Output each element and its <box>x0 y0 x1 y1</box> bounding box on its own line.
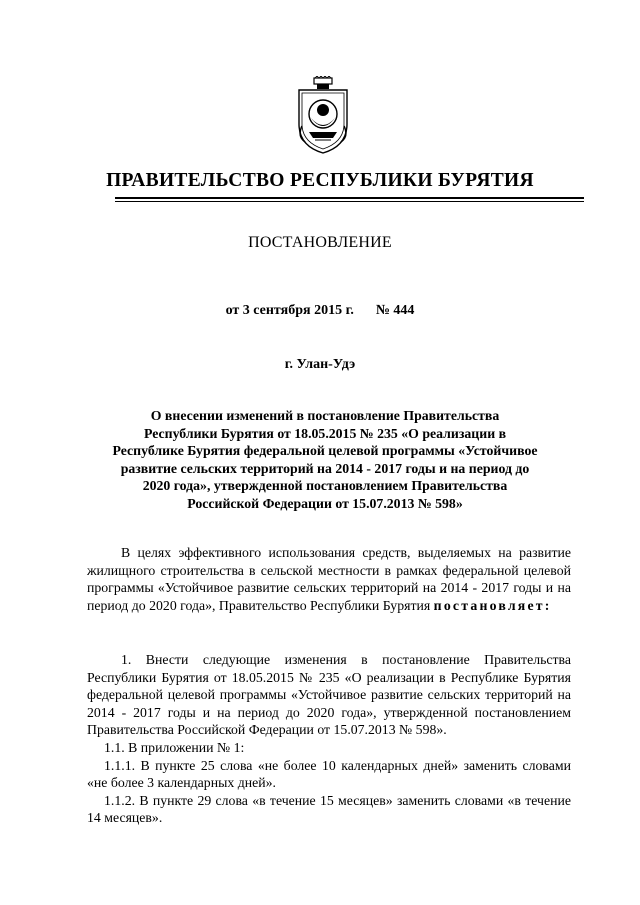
preamble-paragraph <box>87 544 571 614</box>
subject-line: Российской Федерации от 15.07.2013 № 598» <box>187 495 463 511</box>
header-divider-thin <box>115 201 584 202</box>
item-1-1-1: 1.1.1. В пункте 25 слова «не более 10 календарных дней» заменить словами «не более 3 календарных дней». <box>87 757 571 791</box>
subject-line: Республики Бурятия от 18.05.2015 № 235 «О реализации в <box>143 425 507 441</box>
subject-line: Республике Бурятия федеральной целевой программы «Устойчивое <box>112 443 538 458</box>
government-title: ПРАВИТЕЛЬСТВО РЕСПУБЛИКИ БУРЯТИЯ <box>106 170 534 191</box>
item-1: 1. Внести следующие изменения в постановление Правительства Республики Бурятия от 18.05.2015 № 235 «О реализации в Республике Бурятия федеральной целевой программы «Устойчивое развитие сельских территорий на 2014 - 2017 годы и на период до 2020 года», утвержденной постановлением Правительства Российской Федерации от 15.07.2013 № 598». <box>87 652 571 738</box>
subject-line: развитие сельских территорий на 2014 - 2017 годы и на период до <box>120 460 530 476</box>
document-number: № 444 <box>375 303 415 318</box>
subject-line: 2020 года», утвержденной постановлением Правительства <box>142 478 508 493</box>
items-section <box>87 651 571 827</box>
item-1-1-2: 1.1.2. В пункте 29 слова «в течение 15 месяцев» заменить словами «в течение 14 месяцев». <box>87 792 571 826</box>
document-type: ПОСТАНОВЛЕНИЕ <box>248 234 392 251</box>
coat-of-arms-emblem <box>293 76 353 154</box>
preamble-text: В целях эффективного использования средств, выделяемых на развитие жилищного строительства в сельской местности в рамках федеральной целевой программы «Устойчивое развитие сельских территорий на 2014 - 2017 годы и на период до 2020 года», Правительство Республики Бурятия <box>87 545 571 613</box>
date-number-line <box>0 303 640 319</box>
header-divider-thick <box>115 197 584 199</box>
document-place: г. Улан-Удэ <box>284 357 356 372</box>
subject-line: О внесении изменений в постановление Правительства <box>150 408 500 423</box>
document-subject <box>80 407 570 512</box>
decrees-word: постановляет: <box>433 597 552 613</box>
item-1-1: 1.1. В приложении № 1: <box>104 739 245 755</box>
document-date: от 3 сентября 2015 г. <box>225 303 354 318</box>
